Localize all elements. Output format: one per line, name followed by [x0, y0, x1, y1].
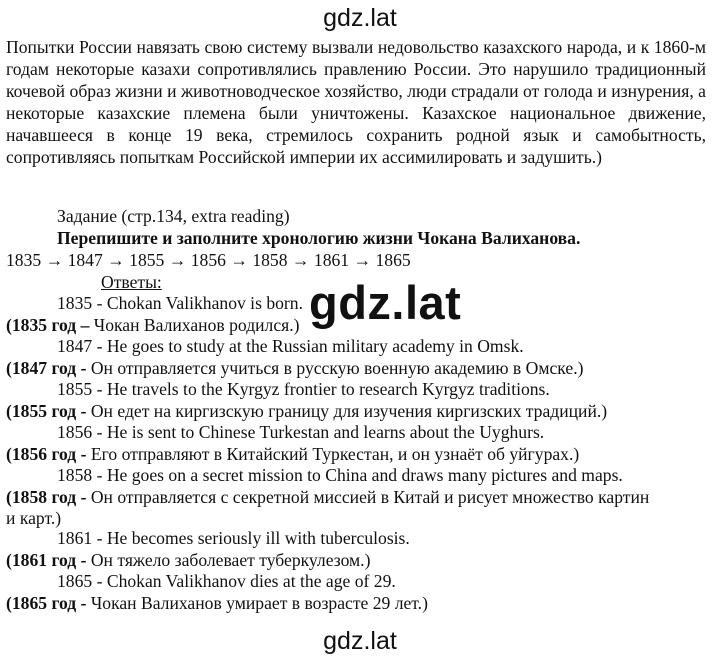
answers-label: Ответы: [101, 272, 162, 292]
task-instruction: Перепишите и заполните хронологию жизни Чокана Валиханова. [57, 228, 581, 248]
answer-ru-text: Он тяжело заболевает туберкулезом.) [90, 550, 371, 570]
answer-ru-1856 [6, 443, 579, 465]
answer-ru-text: Его отправляют в Китайский Туркестан, и он узнаёт об уйгурах.) [90, 444, 580, 464]
answer-ru-label: (1858 год - [6, 487, 91, 507]
answer-ru-1861 [6, 549, 370, 571]
answer-en-1855: 1855 - He travels to the Kyrgyz frontier to research Kyrgyz traditions. [57, 379, 550, 399]
answer-ru-text: Чокан Валиханов родился.) [93, 315, 300, 335]
year-sequence: 1835 → 1847 → 1855 → 1856 → 1858 → 1861 → 1865 [6, 250, 411, 270]
watermark-bottom: gdz.lat [323, 627, 397, 655]
intro-paragraph: Попытки России навязать свою систему вызвали недовольство казахского народа, и к 1860-м годам некоторые казахи сопротивлялись правлению России. Это нарушило традиционный кочевой образ жизни и животноводческое хозяйство, люди страдали от голода и изнурения, а некоторые казахские племена были уничтожены. Казахское национальное движение, начавшееся в конце 19 века, стремилось сохранить родной язык и самобытность, сопротивляясь попыткам Российской империи их ассимилировать и задушить.) [6, 37, 706, 168]
answer-en-1858: 1858 - He goes on a secret mission to China and draws many pictures and maps. [57, 465, 623, 485]
answer-ru-1858 [6, 486, 649, 508]
task-heading: Задание (стр.134, extra reading) [57, 206, 290, 226]
answer-ru-label: (1865 год - [6, 593, 91, 613]
answer-en-1865: 1865 - Chokan Valikhanov dies at the age of 29. [57, 571, 396, 591]
answer-ru-text: Он отправляется с секретной миссией в Китай и рисует множество картин [90, 487, 650, 507]
answer-ru-1835 [6, 314, 300, 336]
answer-ru-label: (1847 год - [6, 358, 91, 378]
answer-ru-text: Чокан Валиханов умирает в возрасте 29 лет.) [90, 593, 428, 613]
answer-en-1861: 1861 - He becomes seriously ill with tuberculosis. [57, 528, 410, 548]
answer-ru-1847 [6, 357, 583, 379]
answer-ru-text: Он едет на киргизскую границу для изучения киргизских традиций.) [90, 401, 608, 421]
answer-en-1835: 1835 - Chokan Valikhanov is born. [57, 293, 303, 313]
answer-ru-1855 [6, 400, 607, 422]
answer-ru-label: (1855 год - [6, 401, 91, 421]
answer-en-1856: 1856 - He is sent to Chinese Turkestan and learns about the Uyghurs. [57, 422, 545, 442]
answer-ru-label: (1835 год – [6, 315, 94, 335]
answer-ru-1858-cont: и карт.) [6, 508, 62, 528]
answer-ru-1865 [6, 592, 428, 614]
answer-ru-label: (1856 год - [6, 444, 91, 464]
answer-ru-text: Он отправляется учиться в русскую военную академию в Омске.) [90, 358, 584, 378]
watermark-top: gdz.lat [323, 4, 397, 32]
watermark-center: gdz.lat [309, 276, 462, 329]
answer-ru-label: (1861 год - [6, 550, 91, 570]
answer-en-1847: 1847 - He goes to study at the Russian military academy in Omsk. [57, 336, 524, 356]
